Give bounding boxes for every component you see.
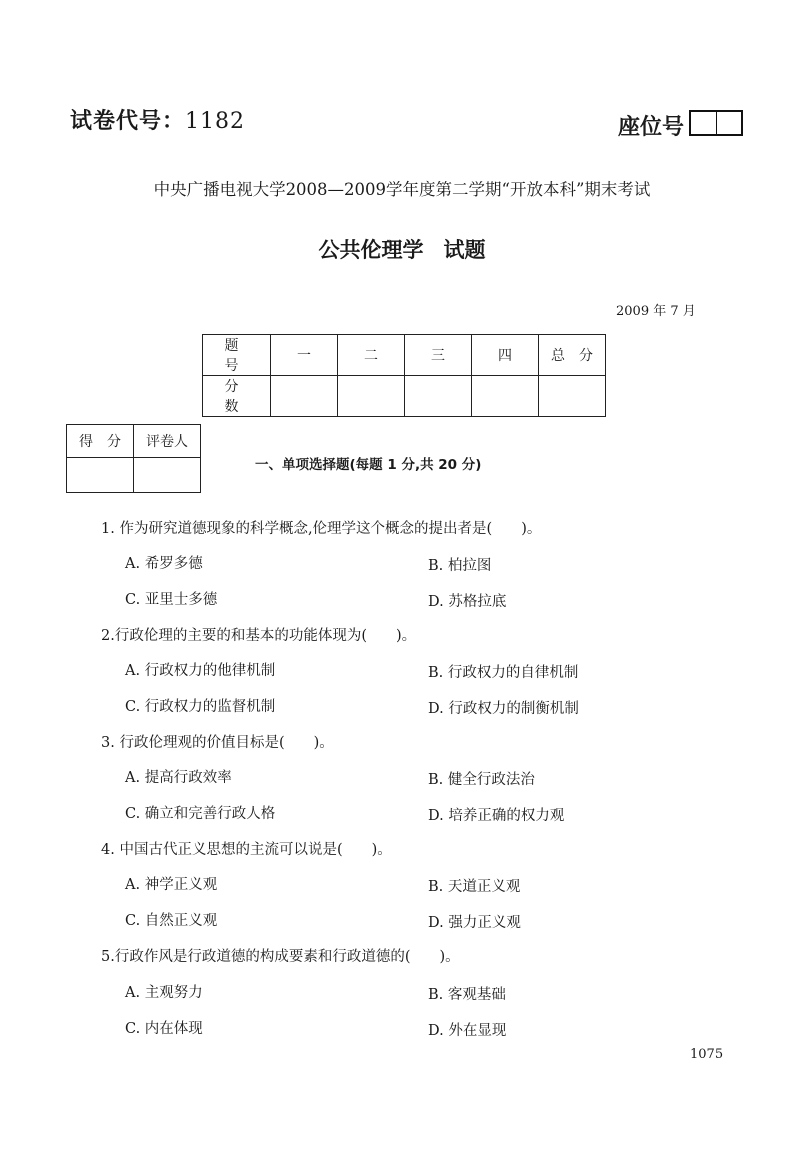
grader-header-row [67, 425, 201, 458]
question-option: A. 主观努力 [125, 985, 203, 1001]
exam-title [0, 234, 804, 264]
grader-score-cell[interactable] [67, 458, 134, 493]
exam-title-suffix: 试题 [443, 238, 486, 262]
question-option: D. 苏格拉底 [428, 594, 507, 610]
question-option: B. 柏拉图 [428, 558, 492, 574]
score-cell[interactable] [539, 376, 606, 417]
question-option: A. 提高行政效率 [125, 770, 232, 786]
question-option: A. 神学正义观 [125, 877, 218, 893]
score-header-cell: 四 [472, 335, 539, 376]
university-line: 中央广播电视大学2008—2009学年度第二学期“开放本科”期末考试 [153, 180, 651, 199]
section-title: 一、单项选择题(每题 1 分,共 20 分) [255, 457, 482, 473]
score-table [202, 334, 606, 417]
exam-title-subject: 公共伦理学 [318, 238, 424, 262]
grader-table [66, 424, 201, 493]
question-option: D. 强力正义观 [428, 915, 521, 931]
question-option: C. 内在体现 [125, 1021, 203, 1037]
score-header-cell: 三 [405, 335, 472, 376]
page-number: 1075 [690, 1047, 724, 1062]
seat-number-boxes[interactable] [689, 110, 743, 136]
score-table-header-row [203, 335, 606, 376]
question-option: A. 行政权力的他律机制 [125, 663, 276, 679]
paper-code-label: 试卷代号： [70, 109, 186, 134]
score-cell[interactable] [271, 376, 338, 417]
score-cell[interactable] [472, 376, 539, 417]
score-cell[interactable] [338, 376, 405, 417]
question-stem: 5.行政作风是行政道德的构成要素和行政道德的( )。 [101, 949, 460, 965]
question-stem: 4. 中国古代正义思想的主流可以说是( )。 [101, 842, 392, 858]
question-option: D. 培养正确的权力观 [428, 808, 565, 824]
score-header-cell: 总 分 [539, 335, 606, 376]
exam-date: 2009 年 7 月 [616, 304, 696, 319]
grader-reviewer-label: 评卷人 [134, 425, 201, 458]
paper-code [70, 104, 245, 135]
question-option: D. 外在显现 [428, 1023, 507, 1039]
grader-reviewer-cell[interactable] [134, 458, 201, 493]
question-stem: 2.行政伦理的主要的和基本的功能体现为( )。 [101, 628, 417, 644]
score-header-cell: 二 [338, 335, 405, 376]
question-option: A. 希罗多德 [125, 556, 203, 572]
question-stem: 3. 行政伦理观的价值目标是( )。 [101, 735, 334, 751]
question-option: C. 行政权力的监督机制 [125, 699, 276, 715]
question-option: B. 天道正义观 [428, 879, 521, 895]
question-option: D. 行政权力的制衡机制 [428, 701, 579, 717]
question-option: B. 客观基础 [428, 987, 506, 1003]
seat-number-label: 座位号 [618, 115, 685, 140]
question-option: B. 健全行政法治 [428, 772, 535, 788]
question-option: B. 行政权力的自律机制 [428, 665, 579, 681]
paper-code-number: 1182 [185, 109, 246, 134]
grader-score-label: 得 分 [67, 425, 134, 458]
score-cell[interactable] [405, 376, 472, 417]
seat-box[interactable] [717, 112, 742, 134]
question-option: C. 亚里士多德 [125, 592, 218, 608]
score-table-value-row [203, 376, 606, 417]
grader-value-row [67, 458, 201, 493]
seat-box[interactable] [691, 112, 717, 134]
score-header-cell: 一 [271, 335, 338, 376]
score-row-label: 分 数 [203, 376, 271, 417]
question-option: C. 确立和完善行政人格 [125, 806, 276, 822]
question-stem: 1. 作为研究道德现象的科学概念,伦理学这个概念的提出者是( )。 [101, 521, 542, 537]
question-option: C. 自然正义观 [125, 913, 218, 929]
score-header-cell: 题 号 [203, 335, 271, 376]
